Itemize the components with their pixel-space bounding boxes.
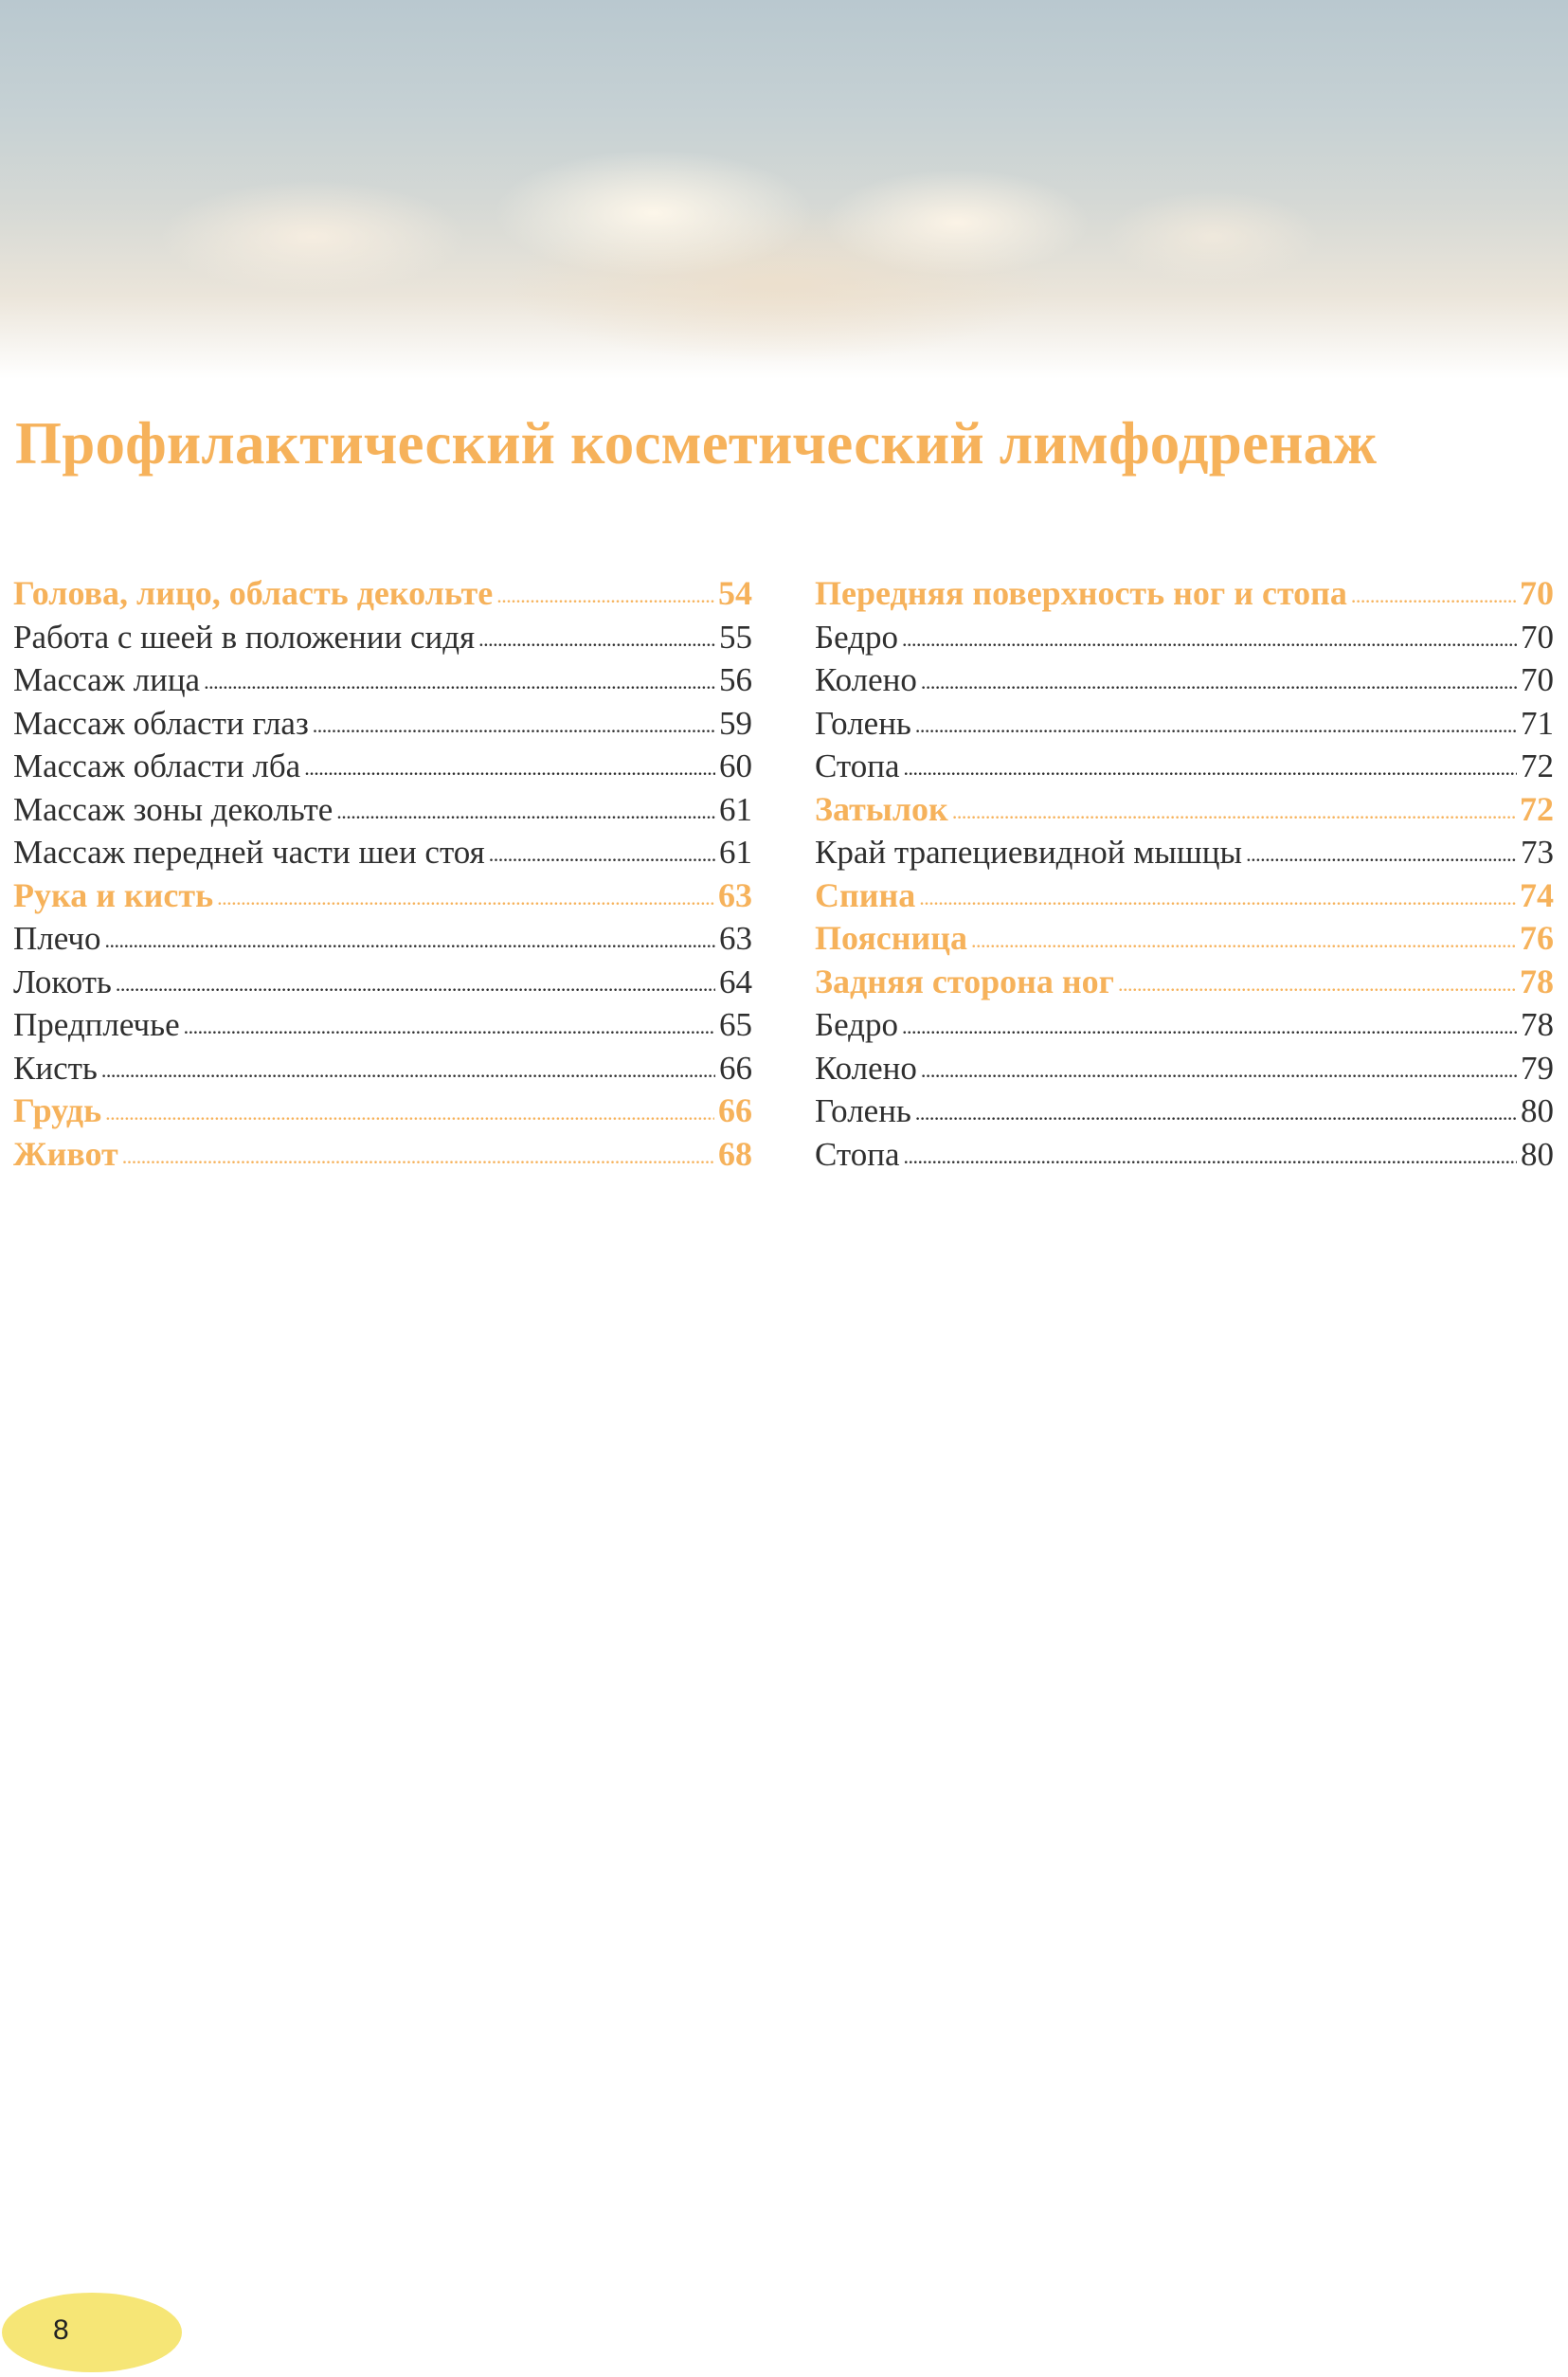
toc-entry-title: Кисть [13, 1049, 98, 1087]
toc-entry-page: 63 [718, 875, 752, 914]
toc-dot-leader [217, 873, 714, 920]
toc-dot-leader [304, 743, 715, 790]
toc-entry-title: Стопа [815, 747, 900, 784]
toc-entry [815, 1089, 1554, 1133]
toc-entry-title: Колено [815, 661, 917, 698]
toc-dot-leader [971, 915, 1516, 963]
toc-entry-title: Поясница [815, 919, 967, 957]
toc-entry-page: 79 [1521, 1049, 1554, 1087]
page-number-badge [2, 2293, 182, 2372]
toc-entry-title: Край трапециевидной мышцы [815, 834, 1243, 871]
toc-section-entry [815, 788, 1554, 832]
toc-entry-title: Живот [13, 1134, 118, 1173]
toc-dot-leader [336, 786, 715, 834]
toc-entry-page: 80 [1521, 1092, 1554, 1129]
toc-dot-leader [489, 829, 715, 876]
toc-entry-title: Предплечье [13, 1006, 180, 1043]
toc-entry-page: 63 [719, 920, 752, 957]
toc-entry-title: Голова, лицо, область декольте [13, 574, 494, 612]
toc-entry-page: 66 [718, 1091, 752, 1129]
toc-entry-title: Массаж области лба [13, 747, 301, 784]
toc-entry [13, 658, 752, 702]
toc-dot-leader [902, 614, 1517, 661]
toc-entry-title: Голень [815, 704, 911, 742]
toc-entry [13, 788, 752, 832]
toc-entry-page: 60 [719, 747, 752, 784]
toc-entry-page: 61 [719, 834, 752, 871]
toc-entry [13, 1047, 752, 1090]
toc-entry-title: Грудь [13, 1091, 102, 1129]
toc-dot-leader [1351, 570, 1516, 618]
toc-entry-page: 59 [719, 704, 752, 742]
toc-entry [815, 1133, 1554, 1177]
toc-left-column [13, 572, 752, 1176]
toc-entry-page: 76 [1520, 919, 1554, 957]
toc-entry-title: Передняя поверхность ног и стопа [815, 574, 1347, 612]
toc-dot-leader [122, 1131, 714, 1179]
toc-section-entry [13, 1133, 752, 1177]
toc-entry-page: 64 [719, 963, 752, 1000]
page-title: Профилактический косметический лимфодренаж [15, 410, 1378, 477]
toc-dot-leader [496, 570, 714, 618]
toc-dot-leader [101, 1045, 715, 1092]
toc-entry [815, 616, 1554, 659]
toc-entry-page: 74 [1520, 875, 1554, 914]
toc-dot-leader [903, 743, 1517, 790]
toc-entry-title: Плечо [13, 920, 101, 957]
toc-entry [13, 917, 752, 961]
toc-dot-leader [902, 1001, 1517, 1049]
toc-section-entry [13, 1089, 752, 1133]
toc-entry-page: 54 [718, 574, 752, 612]
toc-section-entry [815, 874, 1554, 918]
header-cloud-image [0, 0, 1568, 379]
toc-entry [13, 1003, 752, 1047]
toc-entry-page: 73 [1521, 834, 1554, 871]
toc-entry-title: Задняя сторона ног [815, 962, 1114, 1000]
toc-entry [13, 616, 752, 659]
toc-dot-leader [921, 1045, 1517, 1092]
page-number: 8 [53, 2314, 69, 2346]
toc-entry-title: Колено [815, 1049, 917, 1087]
toc-entry-page: 56 [719, 661, 752, 698]
toc-entry-page: 66 [719, 1049, 752, 1087]
toc-dot-leader [919, 873, 1516, 920]
toc-entry-title: Работа с шеей в положении сидя [13, 618, 476, 656]
toc-entry-page: 78 [1520, 962, 1554, 1000]
toc-entry-page: 61 [719, 790, 752, 828]
toc-entry-page: 70 [1521, 618, 1554, 656]
toc-entry-page: 55 [719, 618, 752, 656]
toc-section-entry [815, 917, 1554, 961]
toc-dot-leader [184, 1001, 715, 1049]
toc-entry-title: Бедро [815, 1006, 898, 1043]
toc-section-entry [13, 572, 752, 616]
toc-entry-title: Затылок [815, 789, 948, 828]
toc-section-entry [815, 572, 1554, 616]
toc-dot-leader [105, 1088, 714, 1135]
toc-entry-page: 68 [718, 1134, 752, 1173]
toc-entry-title: Массаж лица [13, 661, 201, 698]
toc-entry-title: Спина [815, 875, 916, 914]
toc-dot-leader [921, 657, 1517, 704]
toc-entry-page: 70 [1520, 574, 1554, 612]
toc-dot-leader [1118, 959, 1516, 1006]
toc-entry-page: 71 [1521, 704, 1554, 742]
toc-entry-page: 78 [1521, 1006, 1554, 1043]
toc-dot-leader [116, 959, 715, 1006]
toc-entry-title: Локоть [13, 963, 112, 1000]
toc-dot-leader [478, 614, 715, 661]
toc-entry-title: Голень [815, 1092, 911, 1129]
toc-entry [815, 1047, 1554, 1090]
toc-entry-title: Бедро [815, 618, 898, 656]
toc-entry-title: Массаж зоны декольте [13, 790, 333, 828]
toc-section-entry [13, 874, 752, 918]
toc-entry-page: 72 [1520, 789, 1554, 828]
toc-dot-leader [952, 786, 1516, 834]
toc-dot-leader [313, 700, 715, 747]
toc-dot-leader [915, 700, 1517, 747]
toc-entry [13, 961, 752, 1004]
toc-entry [13, 831, 752, 874]
toc-entry-title: Рука и кисть [13, 875, 214, 914]
toc-entry [815, 658, 1554, 702]
toc-entry [815, 831, 1554, 874]
toc-dot-leader [915, 1088, 1517, 1135]
toc-dot-leader [204, 657, 715, 704]
toc-entry [13, 745, 752, 788]
toc-dot-leader [105, 915, 715, 963]
toc-section-entry [815, 961, 1554, 1004]
toc-entry-page: 70 [1521, 661, 1554, 698]
toc-right-column [815, 572, 1554, 1176]
toc-entry [815, 702, 1554, 746]
toc-entry-title: Массаж передней части шеи стоя [13, 834, 485, 871]
toc-entry-page: 80 [1521, 1135, 1554, 1173]
toc-entry [815, 745, 1554, 788]
toc-entry-page: 72 [1521, 747, 1554, 784]
toc-entry-title: Массаж области глаз [13, 704, 309, 742]
toc-entry-title: Стопа [815, 1135, 900, 1173]
toc-entry [13, 702, 752, 746]
toc-dot-leader [903, 1131, 1517, 1179]
toc-entry-page: 65 [719, 1006, 752, 1043]
toc-dot-leader [1246, 829, 1517, 876]
toc-entry [815, 1003, 1554, 1047]
